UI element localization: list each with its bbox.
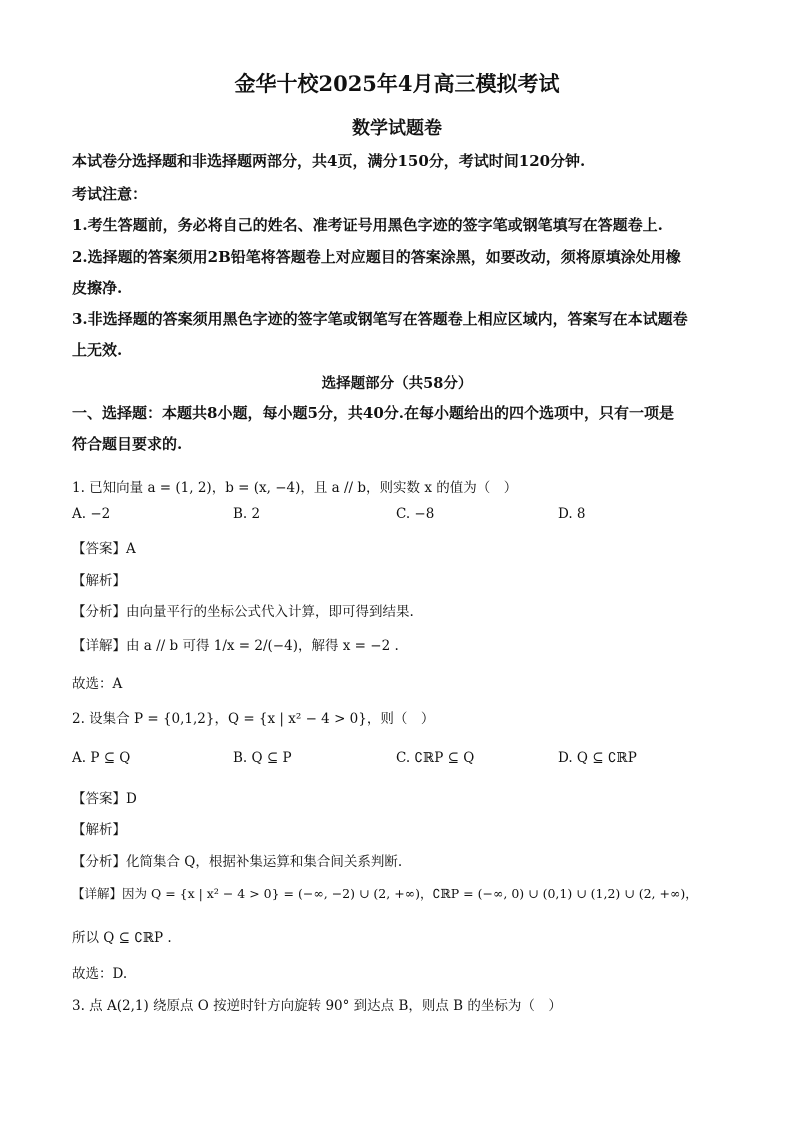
q1-option-a: A. −2 [72, 506, 111, 522]
notice-1: 1.考生答题前，务必将自己的姓名、准考证号用黑色字迹的签字笔或钢笔填写在答题卷上. [72, 216, 663, 234]
intro-text: 本试卷分选择题和非选择题两部分，共4页，满分150分，考试时间120分钟. [72, 152, 586, 170]
exam-title: 金华十校2025年4月高三模拟考试 [234, 71, 560, 96]
q2-option-c: C. ∁ℝP ⊆ Q [396, 750, 475, 766]
q1-fenxi: 【分析】由向量平行的坐标公式代入计算，即可得到结果. [72, 604, 414, 620]
q2-answer: 【答案】D [72, 791, 137, 807]
notice-3b: 上无效. [72, 341, 123, 359]
q2-analysis-label: 【解析】 [72, 822, 126, 838]
q2-option-a: A. P ⊆ Q [72, 750, 131, 766]
q1-option-d: D. 8 [558, 506, 586, 522]
exam-subtitle: 数学试题卷 [352, 118, 442, 139]
q1-answer: 【答案】A [72, 541, 136, 557]
q2-detail: 【详解】因为 Q = {x | x² − 4 > 0} = (−∞, −2) ∪ (2, +∞)，∁ℝP = (−∞, 0) ∪ (0,1) ∪ (1,2) ∪ (2, +∞)， [72, 886, 698, 901]
q3-stem: 3. 点 A(2,1) 绕原点 O 按逆时针方向旋转 90° 到达点 B，则点 B 的坐标为（ ） [72, 998, 562, 1014]
section-heading: 选择题部分（共58分） [321, 375, 473, 392]
part1-line-a: 一、选择题：本题共8小题，每小题5分，共40分.在每小题给出的四个选项中，只有一项是 [72, 404, 674, 422]
q1-detail: 【详解】由 a // b 可得 1/x = 2/(−4)，解得 x = −2 . [72, 638, 399, 654]
q1-conclusion: 故选：A [72, 676, 123, 692]
q1-analysis-label: 【解析】 [72, 573, 126, 589]
q2-detail-2: 所以 Q ⊆ ∁ℝP . [72, 930, 172, 946]
q2-fenxi: 【分析】化简集合 Q，根据补集运算和集合间关系判断. [72, 854, 403, 870]
q2-option-d: D. Q ⊆ ∁ℝP [558, 750, 637, 766]
part1-line-b: 符合题目要求的. [72, 435, 183, 453]
notice-2a: 2.选择题的答案须用2B铅笔将答题卷上对应题目的答案涂黑，如要改动，须将原填涂处用橡 [72, 248, 681, 266]
q2-conclusion: 故选：D. [72, 966, 128, 982]
notice-2b: 皮擦净. [72, 279, 123, 297]
q2-option-b: B. Q ⊆ P [233, 750, 292, 766]
q2-stem: 2. 设集合 P = {0,1,2}，Q = {x | x² − 4 > 0}，则（ ） [72, 711, 435, 727]
q1-stem: 1. 已知向量 a = (1, 2)，b = (x, −4)，且 a // b，则实数 x 的值为（ ） [72, 480, 518, 496]
q1-option-b: B. 2 [233, 506, 261, 522]
q1-option-c: C. −8 [396, 506, 435, 522]
notice-heading: 考试注意： [72, 185, 148, 203]
notice-3a: 3.非选择题的答案须用黑色字迹的签字笔或钢笔写在答题卷上相应区域内，答案写在本试题卷 [72, 310, 688, 328]
